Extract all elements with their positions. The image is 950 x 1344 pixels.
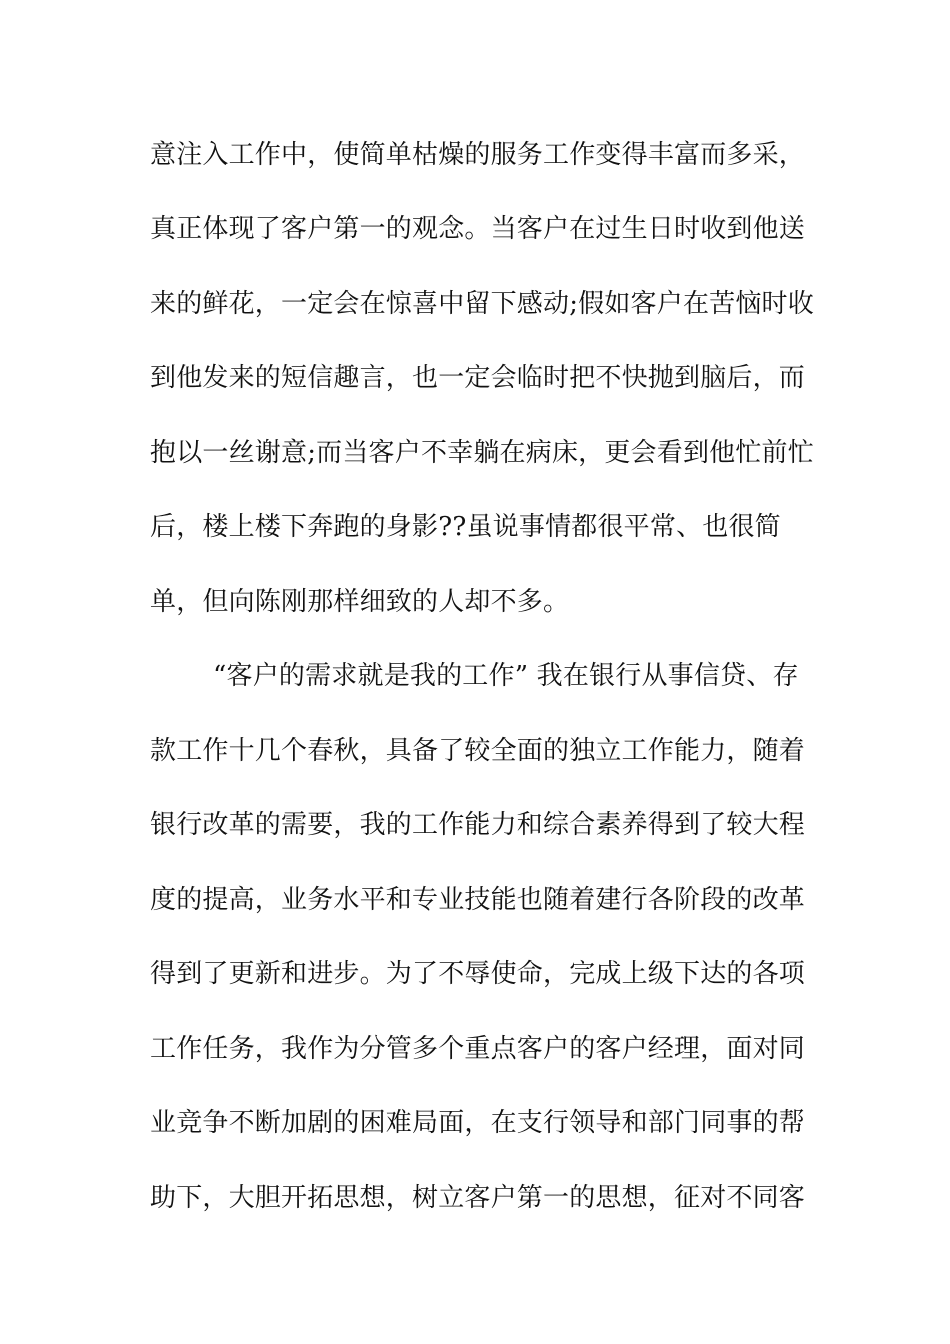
- text-line-14: 业竞争不断加剧的困难局面，在支行领导和部门同事的帮: [150, 1108, 806, 1138]
- text-line-10: 银行改革的需要，我的工作能力和综合素养得到了较大程: [150, 810, 806, 840]
- text-line-1: 意注入工作中，使简单枯燥的服务工作变得丰富而多采，: [150, 140, 806, 170]
- text-line-4: 到他发来的短信趣言，也一定会临时把不快抛到脑后，而: [150, 363, 806, 393]
- text-line-9: 款工作十几个春秋，具备了较全面的独立工作能力，随着: [150, 736, 806, 766]
- text-line-12: 得到了更新和进步。为了不辱使命，完成上级下达的各项: [150, 959, 806, 989]
- text-line-5: 抱以一丝谢意;而当客户不幸躺在病床，更会看到他忙前忙: [150, 438, 814, 468]
- text-line-3: 来的鲜花，一定会在惊喜中留下感动;假如客户在苦恼时收: [150, 289, 814, 319]
- text-line-6: 后，楼上楼下奔跑的身影??虽说事情都很平常、也很简: [150, 512, 781, 542]
- text-line-13: 工作任务，我作为分管多个重点客户的客户经理，面对同: [150, 1034, 806, 1064]
- text-line-7: 单，但向陈刚那样细致的人却不多。: [150, 587, 570, 617]
- text-line-15: 助下，大胆开拓思想，树立客户第一的思想，征对不同客: [150, 1183, 806, 1213]
- text-line-11: 度的提高，业务水平和专业技能也随着建行各阶段的改革: [150, 885, 806, 915]
- text-line-8: “客户的需求就是我的工作” 我在银行从事信贷、存: [213, 661, 799, 691]
- text-line-2: 真正体现了客户第一的观念。当客户在过生日时收到他送: [150, 214, 806, 244]
